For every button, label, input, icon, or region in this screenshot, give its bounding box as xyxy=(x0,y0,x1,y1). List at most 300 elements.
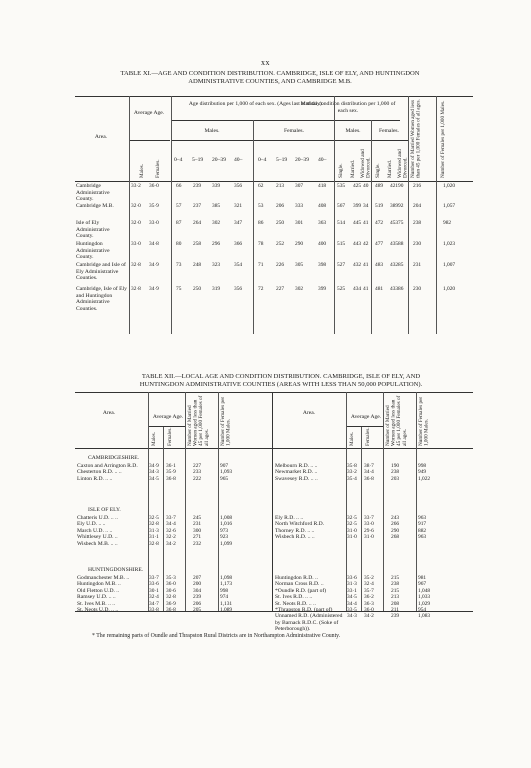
table-cell: 32·8 xyxy=(149,540,159,547)
table-cell: 34·4 xyxy=(166,521,176,528)
table-cell: 305 xyxy=(295,262,304,268)
table-cell: 432 xyxy=(390,262,399,268)
table-cell: 1,083 xyxy=(418,613,431,620)
table-cell: 41 xyxy=(363,262,369,268)
table-cell: 35·3 xyxy=(166,575,176,581)
table-cell: 1,008 xyxy=(220,515,233,521)
table-cell: 78 xyxy=(258,241,264,247)
table-cell: 239 xyxy=(193,183,202,189)
table-cell: 1,093 xyxy=(220,469,233,476)
table-cell: 1,023 xyxy=(443,241,456,247)
females-marital-header: Females. xyxy=(378,128,400,134)
table-cell: 1,020 xyxy=(443,183,456,189)
table-cell: 389 xyxy=(390,203,399,209)
table-cell: 32·4 xyxy=(364,581,374,588)
table-cell: 31·0 xyxy=(347,534,357,541)
row-area-label: Godmanchester M.B. .. xyxy=(77,575,130,581)
table-cell: 519 xyxy=(375,203,384,209)
table-cell: 302 xyxy=(212,220,221,226)
rule xyxy=(185,392,186,611)
table-12-title xyxy=(96,373,466,389)
table-cell: 34·2 xyxy=(364,613,374,620)
table-cell: 90 xyxy=(398,183,404,189)
rule xyxy=(149,426,185,427)
table-cell: 32·8 xyxy=(149,521,159,528)
table-cell: 472 xyxy=(375,220,384,226)
row-area-label: Huntingdon R.D. .. xyxy=(275,575,318,581)
table-cell: 321 xyxy=(234,203,243,209)
table-cell: 35·9 xyxy=(166,469,176,476)
row-area-label: Ely R.D. .. .. xyxy=(275,515,304,521)
table-cell: 483 xyxy=(375,262,384,268)
table-cell: 200 xyxy=(193,581,202,588)
footnote: * The remaining parts of Oundle and Thrapston Rural Districts are in Northampton Administrative County. xyxy=(92,633,341,639)
table-cell: 32·4 xyxy=(149,594,159,601)
table-cell: 36·0 xyxy=(166,581,176,588)
rule xyxy=(172,120,400,121)
table-cell: 36·2 xyxy=(364,594,374,601)
table-cell: 66 xyxy=(176,183,182,189)
table-cell: 213 xyxy=(391,594,400,601)
table-cell: 1,048 xyxy=(418,587,431,594)
table-cell: 92 xyxy=(398,203,404,209)
table-cell: 290 xyxy=(391,527,400,534)
table-cell: 301 xyxy=(295,220,304,226)
table-12-title-line1: TABLE XII.—LOCAL AGE AND CONDITION DISTRIBUTION. CAMBRIDGE, ISLE OF ELY, AND xyxy=(141,373,421,380)
avg-age-males-col: Males. xyxy=(139,164,145,178)
table-cell: 35·4 xyxy=(347,475,357,482)
row-area-label: *Oundle R.D. (part of) xyxy=(275,587,327,594)
table-cell: 34·4 xyxy=(364,469,374,476)
table-cell: 339 xyxy=(212,183,221,189)
age-distribution-header: Age distribution per 1,000 of each sex. (Ages last birthday). xyxy=(188,101,324,107)
table-cell: 33·7 xyxy=(149,575,159,581)
table-cell: 33·0 xyxy=(364,521,374,528)
table-cell: 998 xyxy=(418,463,427,469)
table-cell: 35·7 xyxy=(364,587,374,594)
table-cell: 33·0 xyxy=(131,241,141,247)
row-area-label: *Thrapston R.D. (part of) xyxy=(275,607,333,613)
table-cell: 33·6 xyxy=(347,575,357,581)
table-cell: 408 xyxy=(318,203,327,209)
table-cell: 205 xyxy=(193,607,202,613)
males-age-header: Males. xyxy=(204,128,220,134)
rule xyxy=(361,426,362,611)
table-cell: 432 xyxy=(353,262,362,268)
males-marital-header: Males. xyxy=(345,128,361,134)
table-cell: 982 xyxy=(443,220,452,226)
table-cell: 32·6 xyxy=(166,527,176,534)
table-cell: 477 xyxy=(375,241,384,247)
table-cell: 233 xyxy=(193,469,202,476)
table-cell: 34·5 xyxy=(347,594,357,601)
table-cell: 965 xyxy=(220,475,229,482)
rule xyxy=(75,611,473,612)
table-cell: 354 xyxy=(234,262,243,268)
table-cell: 998 xyxy=(220,587,229,594)
row-area-label: Cambridge, Isle of Ely and Huntingdon Administrative Counties. xyxy=(76,286,127,312)
table-cell: 1,089 xyxy=(220,607,233,613)
table-cell: 258 xyxy=(193,241,202,247)
rule xyxy=(171,96,172,334)
marital-m-married: Married. xyxy=(350,159,356,178)
table-cell: 33·6 xyxy=(149,581,159,588)
table-12-title-line2: HUNTINGDON ADMINISTRATIVE COUNTIES (AREAS WITH LESS THAN 50,000 POPULATION). xyxy=(139,381,423,389)
table-cell: 399 xyxy=(353,203,362,209)
table-cell: 36·8 xyxy=(166,607,176,613)
table-cell: 296 xyxy=(212,241,221,247)
married-women-col: Number of Married Women aged less than 45 per 1,000 Females of all ages. xyxy=(410,99,422,178)
table-cell: 398 xyxy=(318,262,327,268)
table-cell: 34·2 xyxy=(166,540,176,547)
table-cell: 907 xyxy=(220,463,229,469)
area-header-right: Area. xyxy=(302,410,316,416)
group-heading: HUNTINGDONSHIRE. xyxy=(88,567,144,573)
table-cell: 307 xyxy=(295,183,304,189)
table-cell: 250 xyxy=(193,286,202,292)
females-per-males-col: Number of Females per 1,000 Males. xyxy=(440,100,446,178)
avg-age-females-col: Females. xyxy=(155,159,161,178)
age-col-m-3: 40– xyxy=(234,157,243,163)
area-header: Area. xyxy=(94,134,108,140)
table-cell: 215 xyxy=(391,587,400,594)
average-age-header: Average Age. xyxy=(133,110,165,116)
table-cell: 1,029 xyxy=(418,600,431,607)
marital-m-single: Single. xyxy=(338,163,344,178)
row-area-label: Isle of Ely Administrative County. xyxy=(76,220,110,240)
age-col-m-0: 0–4 xyxy=(174,157,183,163)
females-col-right: Females. xyxy=(365,427,371,446)
row-area-label: Swavesey R.D. .. .. xyxy=(275,475,318,482)
table-cell: 250 xyxy=(276,220,285,226)
table-cell: 981 xyxy=(418,575,427,581)
table-cell: 481 xyxy=(375,286,384,292)
table-cell: 1,022 xyxy=(418,475,431,482)
table-cell: 400 xyxy=(318,241,327,247)
table-cell: 34·9 xyxy=(149,286,159,292)
row-area-label: Caxton and Arrington R.D. xyxy=(77,463,138,469)
table-cell: 917 xyxy=(418,521,427,528)
table-cell: 41 xyxy=(363,286,369,292)
table-cell: 36·8 xyxy=(166,475,176,482)
row-area-label: Cambridge Administrative County. xyxy=(76,183,110,203)
table-cell: 31·0 xyxy=(364,534,374,541)
page-number: xx xyxy=(261,58,270,67)
table-cell: 206 xyxy=(193,600,202,607)
table-cell: 33·2 xyxy=(347,469,357,476)
rule xyxy=(253,120,254,334)
row-area-label: Cambridge M.B. xyxy=(76,203,114,209)
table-cell: 232 xyxy=(193,540,202,547)
row-area-label: Old Fletton U.D. .. xyxy=(77,587,120,594)
table-cell: 32·5 xyxy=(347,521,357,528)
table-cell: 421 xyxy=(390,183,399,189)
table-cell: 489 xyxy=(375,183,384,189)
table-cell: 967 xyxy=(418,581,427,588)
females-per-col-right: Number of Females per 1,000 Males. xyxy=(418,396,430,446)
table-cell: 230 xyxy=(413,241,422,247)
group-heading: CAMBRIDGESHIRE. xyxy=(88,455,140,461)
table-cell: 974 xyxy=(220,594,229,601)
table-cell: 87 xyxy=(176,220,182,226)
table-cell: 211 xyxy=(391,607,399,613)
table-cell: 1,131 xyxy=(220,600,233,607)
table-cell: 31·3 xyxy=(149,527,159,534)
rule xyxy=(347,426,383,427)
rule xyxy=(383,392,384,611)
row-area-label: Chesterton R.D. .. .. xyxy=(77,469,122,476)
rule xyxy=(272,392,273,611)
table-cell: 923 xyxy=(220,534,229,541)
married-women-col-right: Number of Married Women aged less than 45 per 1,000 Females of all ages. xyxy=(385,395,408,446)
table-cell: 32·8 xyxy=(131,286,141,292)
table-cell: 71 xyxy=(258,262,264,268)
rule xyxy=(130,140,170,141)
age-col-f-1: 5–19 xyxy=(276,157,288,163)
table-cell: 238 xyxy=(413,220,422,226)
table-cell: 231 xyxy=(193,521,202,528)
row-area-label: St. Neots R.D. .. .. xyxy=(275,600,316,607)
males-col-right: Males. xyxy=(349,432,355,446)
rule xyxy=(218,392,219,611)
row-area-label: St. Ives M.B. .. .. xyxy=(77,600,116,607)
table-cell: 33·2 xyxy=(131,183,141,189)
table-cell: 363 xyxy=(318,220,327,226)
table-cell: 73 xyxy=(176,262,182,268)
table-cell: 62 xyxy=(258,183,264,189)
age-col-f-3: 40– xyxy=(318,157,327,163)
row-area-label: Wisbech M.B. .. .. xyxy=(77,540,118,547)
rule xyxy=(129,96,130,334)
marital-f-married: Married. xyxy=(387,159,393,178)
table-cell: 434 xyxy=(353,286,362,292)
table-cell: 435 xyxy=(390,241,399,247)
table-cell: 34·4 xyxy=(347,600,357,607)
table-cell: 347 xyxy=(234,220,243,226)
table-cell: 33·8 xyxy=(149,607,159,613)
table-cell: 36·0 xyxy=(149,183,159,189)
row-area-label: Cambridge and Isle of Ely Administrative Counties. xyxy=(76,262,126,282)
table-cell: 535 xyxy=(337,183,346,189)
table-cell: 443 xyxy=(353,241,362,247)
table-cell: 237 xyxy=(193,203,202,209)
age-col-m-1: 5–19 xyxy=(192,157,204,163)
row-area-label: Newmarket R.D. .. xyxy=(275,469,318,476)
table-cell: 1,098 xyxy=(220,575,233,581)
rule xyxy=(436,96,437,334)
table-cell: 1,016 xyxy=(220,521,233,528)
table-cell: 399 xyxy=(318,286,327,292)
table-cell: 32·5 xyxy=(149,515,159,521)
table-cell: 333 xyxy=(295,203,304,209)
table-cell: 245 xyxy=(193,515,202,521)
table-cell: 1,033 xyxy=(418,594,431,601)
table-cell: 88 xyxy=(398,241,404,247)
table-cell: 32·2 xyxy=(166,534,176,541)
females-age-header: Females. xyxy=(283,128,305,134)
marital-m-widowed: Widowed and Divorced. xyxy=(360,149,372,178)
avg-age-header-right: Average Age. xyxy=(350,414,382,420)
table-cell: 31·1 xyxy=(149,534,159,541)
married-women-col-left: Number of Married Women aged less than 45 per 1,000 Females of all ages. xyxy=(187,395,210,446)
table-cell: 319 xyxy=(212,286,221,292)
table-cell: 41 xyxy=(363,220,369,226)
table-cell: 208 xyxy=(391,600,400,607)
table-11-title-line2: ADMINISTRATIVE COUNTIES, AND CAMBRIDGE M.B. xyxy=(188,78,352,86)
table-cell: 356 xyxy=(234,286,243,292)
table-cell: 38·7 xyxy=(364,463,374,469)
row-area-label: North Witchford R.D. xyxy=(275,521,325,528)
table-cell: 216 xyxy=(413,183,422,189)
rule xyxy=(408,96,409,334)
table-cell: 222 xyxy=(193,475,202,482)
row-area-label: Unnamed R.D. (Administered by Barnack R.D.C. (Soke of Peterborough)). xyxy=(275,613,343,633)
table-cell: 252 xyxy=(276,241,285,247)
group-heading: ISLE OF ELY. xyxy=(88,507,121,513)
table-cell: 32·8 xyxy=(166,594,176,601)
table-cell: 882 xyxy=(418,527,427,534)
table-cell: 85 xyxy=(398,262,404,268)
table-cell: 238 xyxy=(391,581,400,588)
row-area-label: Huntingdon M.B. .. xyxy=(77,581,121,588)
row-area-label: Wisbech R.D. .. .. xyxy=(275,534,315,541)
table-cell: 567 xyxy=(337,203,346,209)
table-cell: 1,173 xyxy=(220,581,233,588)
table-cell: 33·5 xyxy=(347,607,357,613)
rule xyxy=(75,392,473,393)
table-cell: 34·3 xyxy=(347,613,357,620)
table-cell: 300 xyxy=(193,527,202,534)
table-cell: 963 xyxy=(418,515,427,521)
table-cell: 203 xyxy=(391,475,400,482)
rule xyxy=(75,448,473,449)
table-cell: 215 xyxy=(391,575,400,581)
females-per-col-left: Number of Females per 1,000 Males. xyxy=(220,396,232,446)
table-cell: 949 xyxy=(418,469,427,476)
row-area-label: Ely U.D. .. .. xyxy=(77,521,106,528)
table-cell: 418 xyxy=(318,183,327,189)
table-cell: 445 xyxy=(353,220,362,226)
row-area-label: Thorney R.D. .. .. xyxy=(275,527,315,534)
table-cell: 268 xyxy=(391,534,400,541)
table-cell: 323 xyxy=(212,262,221,268)
table-cell: 385 xyxy=(212,203,221,209)
table-cell: 31·3 xyxy=(347,581,357,588)
table-cell: 239 xyxy=(193,594,202,601)
table-cell: 35·2 xyxy=(364,575,374,581)
rule xyxy=(172,140,408,141)
row-area-label: March U.D. .. .. xyxy=(77,527,113,534)
table-cell: 525 xyxy=(337,286,346,292)
table-cell: 31·0 xyxy=(347,527,357,534)
table-cell: 35·9 xyxy=(149,203,159,209)
table-cell: 34·9 xyxy=(149,262,159,268)
table-cell: 36·3 xyxy=(364,600,374,607)
table-cell: 302 xyxy=(295,286,304,292)
table-cell: 36·9 xyxy=(166,600,176,607)
table-cell: 40 xyxy=(363,183,369,189)
table-cell: 206 xyxy=(276,203,285,209)
avg-age-header-left: Average Age. xyxy=(152,414,184,420)
table-cell: 515 xyxy=(337,241,346,247)
table-cell: 266 xyxy=(391,521,400,528)
table-cell: 34·3 xyxy=(149,469,159,476)
table-cell: 34 xyxy=(363,203,369,209)
table-cell: 72 xyxy=(258,286,264,292)
table-cell: 75 xyxy=(176,286,182,292)
table-cell: 1,057 xyxy=(443,203,456,209)
table-cell: 32·5 xyxy=(347,515,357,521)
table-cell: 239 xyxy=(391,613,400,620)
row-area-label: Whittlesey U.D. .. xyxy=(77,534,118,541)
table-cell: 30·1 xyxy=(149,587,159,594)
row-area-label: Huntingdon Administrative County. xyxy=(76,241,110,261)
table-cell: 425 xyxy=(353,183,362,189)
table-cell: 1,007 xyxy=(443,262,456,268)
table-cell: 32·0 xyxy=(131,203,141,209)
rule xyxy=(371,120,372,334)
row-area-label: Chatteris U.D. .. .. xyxy=(77,515,118,521)
table-cell: 230 xyxy=(413,286,422,292)
marital-f-widowed: Widowed and Divorced. xyxy=(397,149,409,178)
table-11-title-line1: TABLE XI.—AGE AND CONDITION DISTRIBUTION. CAMBRIDGE, ISLE OF ELY, AND HUNTINGDON xyxy=(120,70,420,77)
table-cell: 238 xyxy=(391,469,400,476)
table-cell: 264 xyxy=(193,220,202,226)
table-cell: 42 xyxy=(363,241,369,247)
table-cell: 33·1 xyxy=(347,587,357,594)
table-cell: 1,020 xyxy=(443,286,456,292)
table-cell: 34·8 xyxy=(149,241,159,247)
table-cell: 36·1 xyxy=(166,463,176,469)
table-cell: 527 xyxy=(337,262,346,268)
table-cell: 57 xyxy=(176,203,182,209)
table-cell: 227 xyxy=(193,463,202,469)
table-cell: 356 xyxy=(234,183,243,189)
table-cell: 226 xyxy=(276,262,285,268)
table-cell: 35·8 xyxy=(347,463,357,469)
table-cell: 453 xyxy=(390,220,399,226)
rule xyxy=(334,96,335,334)
table-cell: 290 xyxy=(295,241,304,247)
table-cell: 366 xyxy=(234,241,243,247)
table-cell: 30·6 xyxy=(166,587,176,594)
row-area-label: St. Ives R.D. .. .. xyxy=(275,594,313,601)
row-area-label: Linton R.D. .. .. xyxy=(77,475,113,482)
table-cell: 1,099 xyxy=(220,540,233,547)
table-cell: 213 xyxy=(276,183,285,189)
table-cell: 190 xyxy=(391,463,400,469)
table-cell: 33·0 xyxy=(149,220,159,226)
table-cell: 33·7 xyxy=(364,515,374,521)
row-area-label: Ramsey U.D. .. .. xyxy=(77,594,116,601)
age-col-m-2: 20–39 xyxy=(212,157,226,163)
table-cell: 53 xyxy=(258,203,264,209)
table-cell: 271 xyxy=(193,534,202,541)
table-cell: 34·9 xyxy=(149,463,159,469)
table-cell: 34·7 xyxy=(149,600,159,607)
area-header-left: Area. xyxy=(102,410,116,416)
age-col-f-2: 20–39 xyxy=(295,157,309,163)
rule xyxy=(416,392,417,611)
table-cell: 33·7 xyxy=(166,515,176,521)
table-cell: 207 xyxy=(193,575,202,581)
females-col-left: Females. xyxy=(167,427,173,446)
table-cell: 86 xyxy=(398,286,404,292)
males-col-left: Males. xyxy=(151,432,157,446)
table-cell: 34·5 xyxy=(149,475,159,482)
table-cell: 204 xyxy=(413,203,422,209)
table-cell: 973 xyxy=(220,527,229,534)
